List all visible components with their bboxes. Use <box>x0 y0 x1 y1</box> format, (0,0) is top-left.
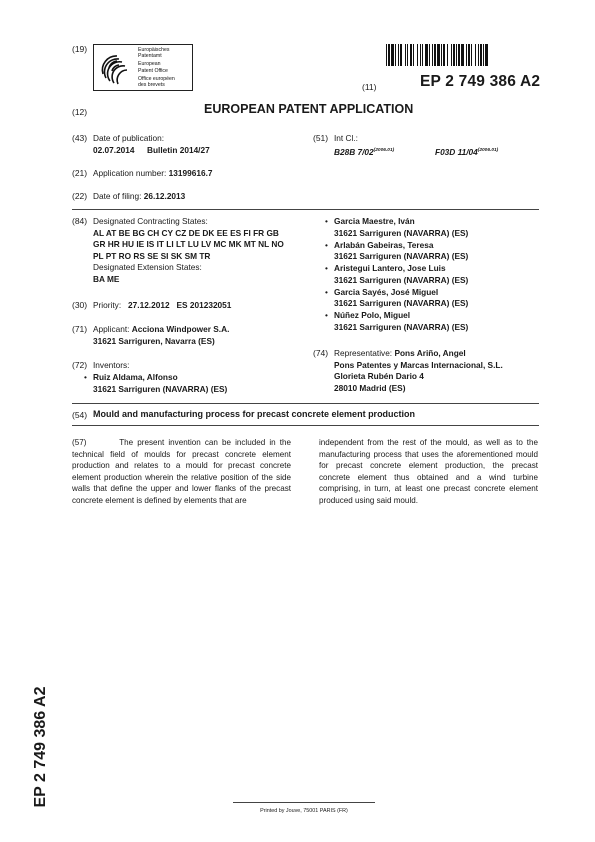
inventor-entry: • Garcia Sayés, José Miguel 31621 Sarriguren (NAVARRA) (ES) <box>325 287 540 311</box>
field-54-code: (54) <box>72 410 88 420</box>
abstract-text-2: independent from the rest of the mould, as well as to the manufacturing process that uses the aforementioned mould for precast concrete element production, the precast concrete element thus obtained and a wind turbine comprising, in turn, at least one precast concrete element produced using said mould. <box>319 438 538 505</box>
divider-bottom <box>72 425 539 426</box>
publication-date-label: Date of publication: <box>93 133 165 143</box>
field-21-code: (21) <box>72 168 88 178</box>
barcode-bar <box>475 44 476 66</box>
publication-number: EP 2 749 386 A2 <box>420 73 541 90</box>
barcode-bar <box>437 44 440 66</box>
states-line: GR HR HU IE IS IT LI LT LU LV MC MK MT NL NO <box>93 239 284 250</box>
representative-street: Glorieta Rubén Dario 4 <box>334 371 424 382</box>
field-57-code: (57) <box>72 438 87 447</box>
barcode-bar <box>453 44 455 66</box>
barcode-bar <box>461 44 464 66</box>
field-22-code: (22) <box>72 191 88 201</box>
barcode <box>386 44 538 66</box>
barcode-bar <box>400 44 402 66</box>
office-names <box>138 47 175 90</box>
field-30-code: (30) <box>72 300 88 310</box>
abstract-text-1: The present invention can be included in the technical field of moulds for precast concrete element production and relates to a mould for precast concrete element production wherein the relative position of the side walls that define the upper and lower flanks of the precast concrete element is defined by elements that are <box>72 438 291 505</box>
kind-code-label: (11) <box>362 82 377 92</box>
barcode-bar <box>405 44 406 66</box>
barcode-bar <box>429 44 430 66</box>
states-line: AL AT BE BG CH CY CZ DE DK EE ES FI FR GB <box>93 227 279 238</box>
inventor-name: Arlabán Gabeiras, Teresa <box>334 239 434 250</box>
barcode-bar <box>483 44 484 66</box>
side-publication-number: EP 2 749 386 A2 <box>32 686 49 808</box>
publication-date: 02.07.2014 <box>93 145 135 155</box>
barcode-bar <box>425 44 428 66</box>
inventor-address: 31621 Sarriguren (NAVARRA) (ES) <box>334 298 469 309</box>
barcode-bar <box>432 44 433 66</box>
barcode-bar <box>485 44 488 66</box>
inventor-name: Núñez Polo, Miguel <box>334 310 411 320</box>
representative: Representative: Pons Ariño, Angel Pons Patentes y Marcas Internacional, S.L. Glorieta Rubén Dario 4 28010 Madrid (ES) <box>334 348 503 393</box>
inventor-address: 31621 Sarriguren (NAVARRA) (ES) <box>334 227 469 238</box>
barcode-bar <box>434 44 436 66</box>
barcode-bar <box>478 44 479 66</box>
int-class-1: B28B $7/02^{(2006.01)}$ <box>334 146 395 157</box>
extension-states-label: Designated Extension States: <box>93 262 202 273</box>
inventors-label: Inventors: <box>93 360 130 370</box>
extension-states: BA ME <box>93 273 120 284</box>
field-72-code: (72) <box>72 360 88 370</box>
office-name-de: Europäisches Patentamt <box>138 47 170 60</box>
epo-emblem-icon <box>97 48 137 88</box>
barcode-bar <box>456 44 457 66</box>
barcode-bar <box>398 44 399 66</box>
inventor-address: 31621 Sarriguren (NAVARRA) (ES) <box>93 383 228 394</box>
barcode-bar <box>413 44 414 66</box>
inventor-entry: • Núñez Polo, Miguel 31621 Sarriguren (NAVARRA) (ES) <box>325 310 540 334</box>
inventor-name: Garcia Maestre, Iván <box>334 216 415 226</box>
field-84-code: (84) <box>72 216 88 226</box>
representative-city: 28010 Madrid (ES) <box>334 382 406 393</box>
filing-date: 26.12.2013 <box>143 191 186 201</box>
barcode-bar <box>410 44 412 66</box>
inventor-address: 31621 Sarriguren (NAVARRA) (ES) <box>334 321 469 332</box>
representative-name: Pons Ariño, Angel <box>394 348 466 358</box>
inventor-address: 31621 Sarriguren (NAVARRA) (ES) <box>334 251 469 262</box>
int-cl-label: Int Cl.: <box>334 133 358 143</box>
footer-rule <box>233 802 375 803</box>
inventor-name: Aristegui Lantero, Jose Luis <box>334 263 446 273</box>
epo-logo <box>93 44 193 91</box>
barcode-bar <box>388 44 390 66</box>
int-class-2: F03D $11/04^{(2006.01)}$ <box>435 146 499 157</box>
inventor-entry: • Arlabán Gabeiras, Teresa 31621 Sarriguren (NAVARRA) (ES) <box>325 240 540 264</box>
barcode-bar <box>422 44 423 66</box>
filing-date-row: Date of filing: 26.12.2013 <box>93 191 186 201</box>
inventor-entry: • Garcia Maestre, Iván 31621 Sarriguren (NAVARRA) (ES) <box>325 216 540 240</box>
barcode-bar <box>471 44 472 66</box>
application-number-row: Application number: 13199616.7 <box>93 168 213 178</box>
document-type-title: EUROPEAN PATENT APPLICATION <box>204 102 414 116</box>
divider-middle <box>72 403 539 404</box>
divider-top <box>72 209 539 210</box>
invention-title: Mould and manufacturing process for precast concrete element production <box>93 409 416 419</box>
designated-states <box>93 216 308 286</box>
field-74-code: (74) <box>313 348 329 358</box>
inventor-name: Garcia Sayés, José Miguel <box>334 286 439 297</box>
barcode-bar <box>420 44 421 66</box>
barcode-bar <box>447 44 448 66</box>
priority-number: ES 201232051 <box>176 300 232 310</box>
bulletin: Bulletin 2014/27 <box>147 145 210 155</box>
barcode-bar <box>468 44 470 66</box>
barcode-bar <box>458 44 460 66</box>
barcode-bar <box>466 44 467 66</box>
abstract-col-1 <box>72 437 291 507</box>
barcode-bar <box>451 44 452 66</box>
barcode-bar <box>443 44 445 66</box>
office-name-en: European Patent Office <box>138 61 168 74</box>
designated-states-label: Designated Contracting States: <box>93 216 208 226</box>
doc-type-code: (12) <box>72 107 88 117</box>
applicant: Applicant: Acciona Windpower S.A. 31621 Sarriguren, Navarra (ES) <box>93 324 230 346</box>
inventor-entry: • Ruiz Aldama, Alfonso 31621 Sarriguren (NAVARRA) (ES) <box>84 372 304 395</box>
office-code: (19) <box>72 44 88 54</box>
applicant-name: Acciona Windpower S.A. <box>131 324 230 334</box>
office-name-fr: Office européen des brevets <box>138 75 175 89</box>
application-number: 13199616.7 <box>168 168 213 178</box>
inventor-address: 31621 Sarriguren (NAVARRA) (ES) <box>334 274 469 285</box>
abstract-col-2 <box>319 437 538 507</box>
priority-row: Priority: 27.12.2012 ES 201232051 <box>93 300 232 310</box>
barcode-bar <box>391 44 394 66</box>
field-71-code: (71) <box>72 324 88 334</box>
representative-firm: Pons Patentes y Marcas Internacional, S.L. <box>334 359 503 370</box>
barcode-bar <box>386 44 387 66</box>
inventor-name: Ruiz Aldama, Alfonso <box>93 372 178 382</box>
field-43-code: (43) <box>72 133 88 143</box>
inventor-list-continued <box>325 216 540 334</box>
inventor-entry: • Aristegui Lantero, Jose Luis 31621 Sarriguren (NAVARRA) (ES) <box>325 263 540 287</box>
priority-date: 27.12.2012 <box>128 300 170 310</box>
barcode-bar <box>441 44 442 66</box>
applicant-address: 31621 Sarriguren, Navarra (ES) <box>93 335 215 346</box>
barcode-bar <box>480 44 482 66</box>
barcode-bar <box>407 44 408 66</box>
printer-credit: Printed by Jouve, 75001 PARIS (FR) <box>260 808 348 814</box>
barcode-bar <box>417 44 418 66</box>
barcode-bar <box>395 44 396 66</box>
states-line: PL PT RO RS SE SI SK SM TR <box>93 250 211 261</box>
field-51-code: (51) <box>313 133 329 143</box>
